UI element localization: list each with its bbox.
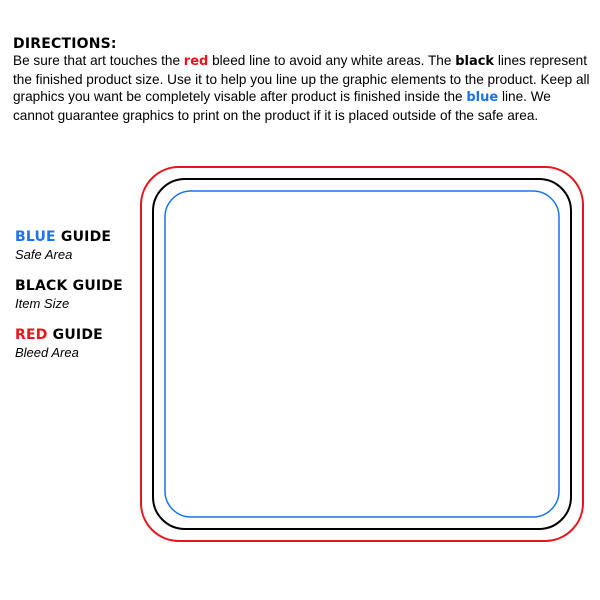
directions-text-segment: bleed line to avoid any white areas. The	[208, 53, 456, 68]
legend-color-word-blue: BLUE	[15, 229, 56, 245]
red-keyword: red	[183, 54, 209, 69]
legend-subtitle-item-size: Item Size	[15, 296, 70, 311]
directions-text-segment: lines represent the finished product size. Use it to help you line up the graphic elements to the product. Keep all graphics you want be completely visable after product is finished inside the	[13, 53, 590, 104]
blue-keyword: blue	[466, 90, 499, 105]
legend-color-word-red: RED	[15, 327, 48, 343]
directions-heading: DIRECTIONS:	[13, 36, 117, 52]
directions-text-segment: Be sure that art touches the	[13, 53, 184, 68]
legend-title-rest: GUIDE	[47, 327, 103, 343]
blue-safe-area-guide	[165, 191, 559, 517]
legend-title-rest: GUIDE	[67, 278, 123, 294]
black-item-size-guide	[153, 179, 571, 529]
legend-title-rest: GUIDE	[55, 229, 112, 245]
black-keyword: black	[455, 54, 495, 69]
legend-subtitle-safe-area: Safe Area	[15, 247, 73, 262]
legend-color-word-black: BLACK	[15, 278, 68, 294]
directions-text-segment: line. We cannot guarantee graphics to print on the product if it is placed outside of the safe area.	[13, 89, 551, 123]
red-bleed-guide	[141, 167, 583, 541]
legend-subtitle-bleed-area: Bleed Area	[15, 345, 79, 360]
